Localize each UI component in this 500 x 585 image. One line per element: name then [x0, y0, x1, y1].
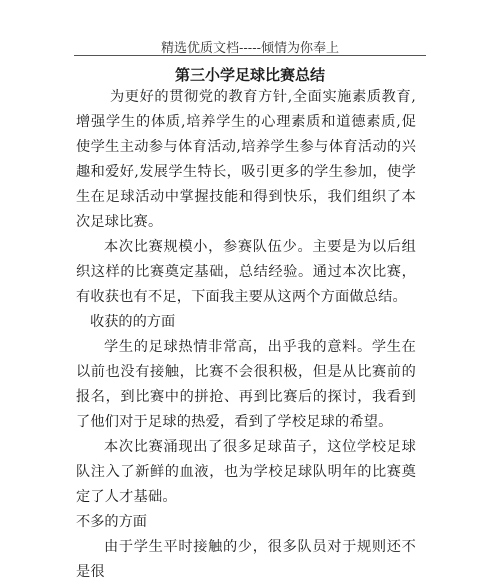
scope-paragraph: 本次比赛规模小，参赛队伍少。主要是为以后组织这样的比赛奠定基础，总结经验。通过本次比赛，有收获也有不足，下面我主要从这两个方面做总结。 — [76, 239, 416, 305]
gains-paragraph-talent: 本次比赛涌现出了很多足球苗子，这位学校足球队注入了新鲜的血液，也为学校足球队明年的比赛奠定了人才基础。 — [76, 439, 416, 505]
document-body — [76, 85, 416, 585]
document-title: 第三小学足球比赛总结 — [174, 66, 325, 84]
intro-paragraph: 为更好的贯彻党的教育方针,全面实施素质教育,增强学生的体质,培养学生的心理素质和道德素质,促使学生主动参与体育活动,培养学生参与体育活动的兴趣和爱好,发展学生特长，吸引更多的学生参加，使学生在足球活动中掌握技能和得到快乐，我们组织了本次足球比赛。 — [76, 89, 416, 230]
section-heading-shortcomings: 不多的方面 — [76, 514, 147, 530]
header-divider — [74, 55, 426, 56]
gains-paragraph-enthusiasm: 学生的足球热情非常高，出乎我的意料。学生在以前也没有接触，比赛不会很积极，但是从比赛前的报名，到比赛中的拼抢、再到比赛后的探讨，我看到了他们对于足球的热爱，看到了学校足球的希望。 — [76, 339, 416, 430]
section-heading-gains: 收获的的方面 — [90, 314, 176, 330]
shortcomings-paragraph: 由于学生平时接触的少，很多队员对于规则还不是很 — [76, 539, 416, 580]
document-header: 精选优质文档-----倾情为你奉上 — [161, 41, 339, 56]
